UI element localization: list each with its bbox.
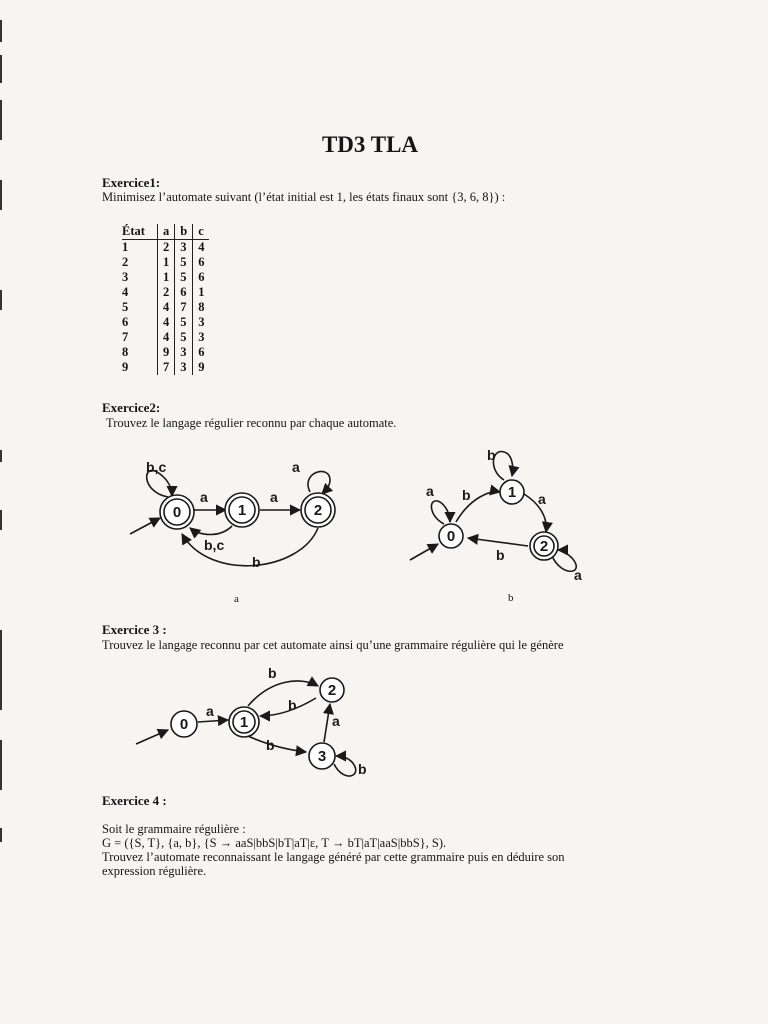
table-cell: 6 [122,315,129,329]
table-cell: 4 [158,300,175,315]
table-cell: 4 [158,330,175,345]
loop-state2 [308,471,330,494]
table-row [122,240,209,256]
table-row [122,360,209,375]
edge-3-2 [324,704,330,742]
table-cell: 6 [193,255,210,270]
exercise3-title: Exercice 3 : [102,622,167,637]
margin-mark [0,290,2,310]
loop-state3 [334,756,356,776]
margin-mark [0,180,2,210]
table-cell: 3 [193,315,210,330]
table-cell: 3 [193,330,210,345]
table-cell: 9 [122,360,129,374]
table-cell: 6 [193,270,210,285]
table-cell: 2 [158,240,175,256]
automaton-ex3-diagram [130,662,380,784]
state-label: 0 [179,716,189,733]
margin-mark [0,450,2,462]
page-title: TD3 TLA [321,132,419,157]
table-cell: 6 [193,345,210,360]
table-row [122,270,209,285]
edge-2-0 [468,538,528,546]
table-cell: 8 [122,345,129,359]
margin-mark [0,828,2,842]
loop-state1 [493,452,512,480]
table-row [122,300,209,315]
table-row [122,285,209,300]
table-cell: 3 [175,240,193,256]
table-cell: 1 [193,285,210,300]
edge-0-1 [198,720,228,722]
table-cell: 1 [158,255,175,270]
exercise3-text: Trouvez le langage reconnu par cet automate ainsi qu’une grammaire régulière qui le génère [102,638,564,652]
edge-label: b [268,665,277,681]
edge-label: a [270,489,278,505]
table-cell: 7 [175,300,193,315]
state-label: 2 [313,502,323,519]
table-cell: 7 [158,360,175,375]
state-label: 1 [507,484,517,501]
table-header: a [158,224,175,240]
edge-label: b [358,761,367,777]
edge-label: b [288,697,297,713]
automaton-a-caption: a [234,593,239,605]
edge-label: b [462,487,471,503]
automaton-b-caption: b [508,592,514,604]
table-header: c [193,224,210,240]
table-cell: 9 [193,360,210,375]
edge-label: b [252,554,261,570]
state-label: 2 [327,682,337,699]
table-row [122,330,209,345]
initial-arrow [136,730,168,744]
margin-mark [0,510,2,530]
exercise2-text: Trouvez le langage régulier reconnu par chaque automate. [106,416,397,430]
edge-label: a [332,713,340,729]
table-cell: 1 [122,240,129,254]
table-header: b [175,224,193,240]
state-label: 1 [239,714,249,731]
edge-label: b [266,737,275,753]
table-cell: 1 [158,270,175,285]
margin-mark [0,20,2,42]
exercise2-title: Exercice2: [102,400,161,415]
table-cell: 3 [175,345,193,360]
edge-1-3 [248,736,306,752]
table-row [122,315,209,330]
table-cell: 7 [122,330,129,344]
exercise1-text: Minimisez l’automate suivant (l’état initial est 1, les états finaux sont {3, 6, 8}) : [102,190,506,204]
margin-mark [0,630,2,710]
margin-mark [0,740,2,790]
edge-label: b,c [204,537,225,553]
transition-table [122,224,209,375]
edge-label: a [206,703,214,719]
table-cell: 4 [122,285,129,299]
table-cell: 8 [193,300,210,315]
table-header: État [122,224,158,240]
table-cell: 4 [193,240,210,256]
initial-arrow [410,544,438,560]
edge-label: b,c [146,459,167,475]
table-cell: 5 [175,255,193,270]
table-cell: 5 [175,330,193,345]
state-label: 0 [172,504,182,521]
edge-label: a [426,483,434,499]
state-label: 2 [539,538,549,555]
table-cell: 6 [175,285,193,300]
table-row [122,345,209,360]
state-label: 0 [446,528,456,545]
table-cell: 2 [158,285,175,300]
exercise1-title: Exercice1: [102,175,161,190]
edge-label: a [574,567,582,583]
table-cell: 4 [158,315,175,330]
initial-arrow [130,518,160,534]
state-label: 1 [237,502,247,519]
exercise4-line1: Soit le grammaire régulière : [102,822,246,836]
edge-label: a [292,459,300,475]
edge-label: a [538,491,546,507]
edge-label: b [496,547,505,563]
table-row [122,255,209,270]
edge-label: a [200,489,208,505]
table-cell: 3 [175,360,193,375]
table-cell: 5 [175,270,193,285]
table-cell: 5 [122,300,129,314]
state-label: 3 [317,748,327,765]
automaton-a-diagram [120,452,360,577]
automaton-b-diagram [400,446,600,586]
exercise4-line2: G = ({S, T}, {a, b}, {S → aaS|bbS|bT|aT|ε, T → bT|aT|aaS|bbS}, S). [102,836,447,850]
table-cell: 2 [122,255,129,269]
table-cell: 9 [158,345,175,360]
exercise4-title: Exercice 4 : [102,793,167,808]
exercise4-line3: Trouvez l’automate reconnaissant le langage généré par cette grammaire puis en déduire son [102,850,565,864]
margin-mark [0,55,2,83]
exercise4-line4: expression régulière. [102,864,207,878]
edge-label: b [487,447,496,463]
table-cell: 3 [122,270,129,284]
loop-state0 [431,501,450,524]
transition-table-container [122,224,209,375]
table-cell: 5 [175,315,193,330]
edge-1-0 [190,526,232,535]
